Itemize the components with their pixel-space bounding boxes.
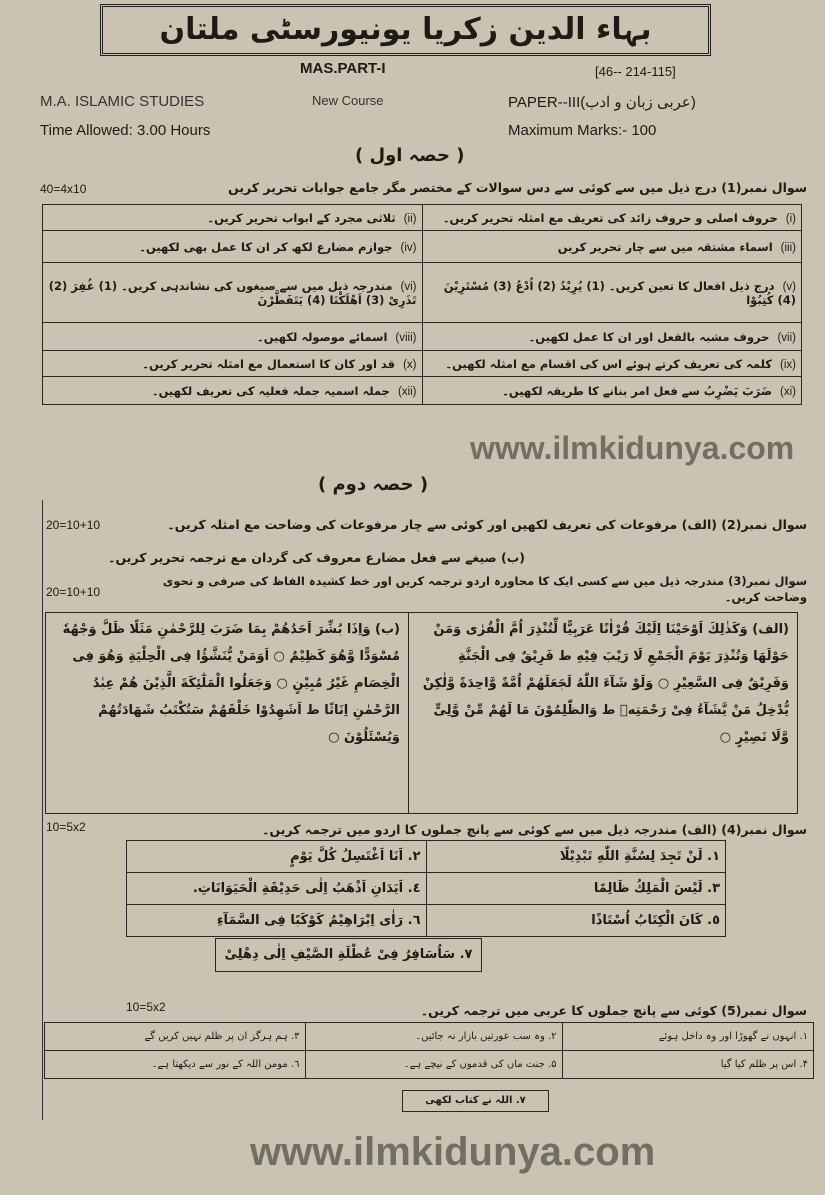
- item-text: ضَرَبَ یَضْرِبُ سے فعل امر بنانے کا طریقہ لکھیں۔: [502, 383, 772, 398]
- q2-instruction: [147, 517, 807, 532]
- q1-row: [43, 263, 802, 323]
- q4-instruction: [247, 822, 807, 837]
- q2-text: مرفوعات کی تعریف لکھیں اور کوئی سے چار مرفوعات کی وضاحت مع امثلہ کریں۔: [167, 517, 678, 532]
- q1-item: [43, 377, 423, 405]
- q1-item: [43, 263, 423, 323]
- q3-text: مندرجہ ذیل میں سے کسی ایک کا محاورہ اردو ترجمہ کریں اور خط کشیدہ الفاظ کی صرفی و نحوی وضاحت کریں۔: [162, 574, 807, 604]
- q5-label: سوال نمبر(5): [721, 1003, 807, 1018]
- q4-sentence: ٦. رَاٰى اِبْرَاهِيْمُ كَوْكَبًا فِى السَّمَآءِ: [127, 905, 427, 937]
- q4-row: [127, 841, 726, 873]
- q5-sentence: ٢. وہ سب عورتیں بازار نہ جائیں۔: [305, 1023, 562, 1051]
- item-text: حروف اصلی و حروف زائد کی تعریف مع امثلہ تحریر کریں۔: [442, 210, 778, 225]
- q2b-text: (ب) صیغے سے فعل مضارع معروف کی گردان مع ترجمہ تحریر کریں۔: [108, 550, 525, 565]
- q4-sentence-7: ٧. سَاُسَافِرُ فِىْ عُطْلَةِ الصَّيْفِ اِلٰى دِهْلِىْ: [215, 938, 482, 972]
- q1-item: [43, 205, 423, 231]
- item-text: اسمائے موصولہ لکھیں۔: [256, 329, 388, 344]
- margin-line: [42, 500, 43, 1120]
- q1-item: [43, 231, 423, 263]
- paper: PAPER--III(عربی زبان و ادب): [508, 94, 696, 111]
- watermark-bottom: www.ilmkidunya.com: [250, 1130, 656, 1174]
- passage-b: (ب) وَاِذَا بُشِّرَ اَحَدُهُمْ بِمَا ضَرَبَ لِلرَّحْمٰنِ مَثَلًا ظَلَّ وَجْهُهٗ مُسْوَدًّا وَّهُوَ كَظِيْمٌ ○ اَوَمَنْ يُّنَشَّؤُا فِى الْحِلْيَةِ وَهُوَ فِى الْخِصَامِ غَيْرُ مُبِيْنٍ ○ وَجَعَلُوا الْمَلٰٓئِكَةَ الَّذِيْنَ هُمْ عِبٰدُ الرَّحْمٰنِ اِنَاثًا ط اَشَهِدُوْا خَلْقَهُمْ سَتُكْتَبُ شَهَادَتُهُمْ وَيُسْئَلُوْنَ ○: [45, 612, 408, 814]
- q5-instruction: [247, 1003, 807, 1018]
- item-number: (viii): [395, 331, 417, 344]
- q1-row: [43, 231, 802, 263]
- item-text: کلمہ کی تعریف کرتے ہوئے اس کی اقسام مع امثلہ لکھیں۔: [445, 356, 772, 371]
- item-number: (iv): [400, 241, 417, 254]
- q1-item: [422, 231, 802, 263]
- subject: M.A. ISLAMIC STUDIES: [40, 93, 205, 110]
- q5-row: [45, 1051, 814, 1079]
- item-number: (iii): [780, 241, 796, 254]
- q1-item: [422, 351, 802, 377]
- q1-row: [43, 323, 802, 351]
- item-number: (xi): [780, 385, 796, 398]
- part1-title: ( حصہ اول ): [355, 145, 465, 166]
- item-text: قد اور کان کا استعمال مع امثلہ تحریر کریں۔: [142, 356, 396, 371]
- q4-row: [127, 905, 726, 937]
- q1-item: [422, 263, 802, 323]
- q1-row: [43, 351, 802, 377]
- q3-marks: 20=10+10: [46, 585, 101, 599]
- q1-item: [43, 323, 423, 351]
- q5-sentence: ۵. جنت ماں کی قدموں کے نیچے ہے۔: [305, 1051, 562, 1079]
- max-marks: Maximum Marks:- 100: [508, 122, 657, 139]
- university-title: بہاء الدین زکریا یونیورسٹی ملتان: [100, 4, 711, 56]
- q1-row: [43, 377, 802, 405]
- q1-marks: 40=4x10: [40, 182, 87, 196]
- item-text: حروف مشبہ بالفعل اور ان کا عمل لکھیں۔: [528, 329, 770, 344]
- q3-instruction: [147, 573, 807, 605]
- item-number: (vii): [777, 331, 796, 344]
- q5-sentence: ١. انہوں نے گھوڑا اور وہ داخل ہوئے: [562, 1023, 813, 1051]
- q2-label: سوال نمبر(2) (الف): [681, 517, 807, 532]
- q4-sentence: ١. لَنْ تَجِدَ لِسُنَّةِ اللّٰهِ تَبْدِيْلًا: [426, 841, 726, 873]
- q4-text: مندرجہ ذیل میں سے کوئی سے پانچ جملوں کا اردو میں ترجمہ کریں۔: [262, 822, 678, 837]
- q5-sentence: ٣. ہم ہرگز ان پر ظلم نہیں کریں گے: [45, 1023, 306, 1051]
- item-text: جملہ اسمیہ جملہ فعلیہ کی تعریف لکھیں۔: [151, 383, 390, 398]
- item-text: مندرجہ ذیل میں سے صیغوں کی نشاندہی کریں۔ (1) غُفِرَ (2) تَذَرِیْ (3) اَهْلَكْنَا (4) يَتَفَطَّرْنَ: [48, 278, 417, 307]
- q5-table: [44, 1022, 814, 1079]
- q1-label: سوال نمبر(1): [721, 180, 807, 195]
- q5-sentence: ٦. مومن اللہ کے نور سے دیکھتا ہے۔: [45, 1051, 306, 1079]
- item-text: ثلاثی مجرد کے ابواب تحریر کریں۔: [207, 210, 396, 225]
- course: New Course: [312, 93, 384, 108]
- q4-table: [126, 840, 726, 937]
- q5-sentence: ۴. اس پر ظلم کیا گیا: [562, 1051, 813, 1079]
- q4-sentence: ٣. لَيْسَ الْمَلِكُ ظَالِمًا: [426, 873, 726, 905]
- item-number: (xii): [397, 385, 417, 398]
- q4-row: [127, 873, 726, 905]
- item-number: (vi): [400, 280, 417, 293]
- q4-sentence: ٤. اَيَدَانِ اَذْهَبُ اِلٰى حَدِيْقَةِ الْحَيَوَانَاتِ.: [127, 873, 427, 905]
- item-text: درج ذیل افعال کا تعین کریں۔ (1) یُرِیْدُ (2) اُدْعُ (3) مُسْتَرِیْنَ (4) کُتِبُوْا: [443, 278, 796, 307]
- q3-label: سوال نمبر(3): [728, 574, 807, 588]
- paper-code: [46-- 214-115]: [595, 64, 676, 79]
- item-number: (ii): [403, 212, 417, 225]
- q2-marks: 20=10+10: [46, 518, 101, 532]
- item-number: (v): [782, 280, 796, 293]
- item-number: (ix): [780, 358, 796, 371]
- item-text: اسماء مشتقہ میں سے چار تحریر کریں: [557, 239, 773, 254]
- q4-sentence: ٥. كَانَ الْكِتَابُ اُسْتَاذًا: [426, 905, 726, 937]
- q1-item: [422, 377, 802, 405]
- item-number: (i): [785, 212, 796, 225]
- watermark-top: www.ilmkidunya.com: [470, 430, 795, 466]
- passage-a: (الف) وَكَذٰلِكَ اَوْحَيْنَا اِلَيْكَ قُرْاٰنًا عَرَبِيًّا لِّتُنْذِرَ اُمَّ الْقُرٰى وَمَنْ حَوْلَهَا وَتُنْذِرَ يَوْمَ الْجَمْعِ لَا رَيْبَ فِيْهِ ط فَرِيْقٌ فِى الْجَنَّةِ وَفَرِيْقٌ فِى السَّعِيْرِ ○ وَلَوْ شَآءَ اللّٰهُ لَجَعَلَهُمْ اُمَّةً وَّاحِدَةً وَّلٰكِنْ يُّدْخِلُ مَنْ يَّشَآءُ فِىْ رَحْمَتِهٖ ط وَالظّٰلِمُوْنَ مَا لَهُمْ مِّنْ وَّلِىٍّ وَّلَا نَصِيْرٍ ○: [408, 612, 798, 814]
- q4-sentence: ٢. اَنَا اَغْتَسِلُ كُلَّ يَوْمٍ: [127, 841, 427, 873]
- q4-marks: 10=5x2: [46, 820, 86, 834]
- exam-title: MAS.PART-I: [300, 60, 386, 77]
- q4-label: سوال نمبر(4) (الف): [681, 822, 807, 837]
- q1-item: [422, 323, 802, 351]
- q1-row: [43, 205, 802, 231]
- q5-marks: 10=5x2: [126, 1000, 166, 1014]
- q5-row: [45, 1023, 814, 1051]
- q1-text: درج ذیل میں سے کوئی سے دس سوالات کے مختصر مگر جامع جوابات تحریر کریں: [228, 180, 717, 195]
- part2-title: ( حصہ دوم ): [318, 474, 429, 495]
- q1-item: [43, 351, 423, 377]
- q5-text: کوئی سے پانچ جملوں کا عربی میں ترجمہ کریں۔: [420, 1003, 717, 1018]
- item-number: (x): [403, 358, 417, 371]
- q1-instruction: [147, 180, 807, 195]
- time-allowed: Time Allowed: 3.00 Hours: [40, 122, 211, 139]
- q5-sentence-7: ٧. اللہ نے کتاب لکھی: [402, 1090, 549, 1112]
- q1-item: [422, 205, 802, 231]
- item-text: جوازم مضارع لکھ کر ان کا عمل بھی لکھیں۔: [139, 239, 393, 254]
- q1-table: [42, 204, 802, 405]
